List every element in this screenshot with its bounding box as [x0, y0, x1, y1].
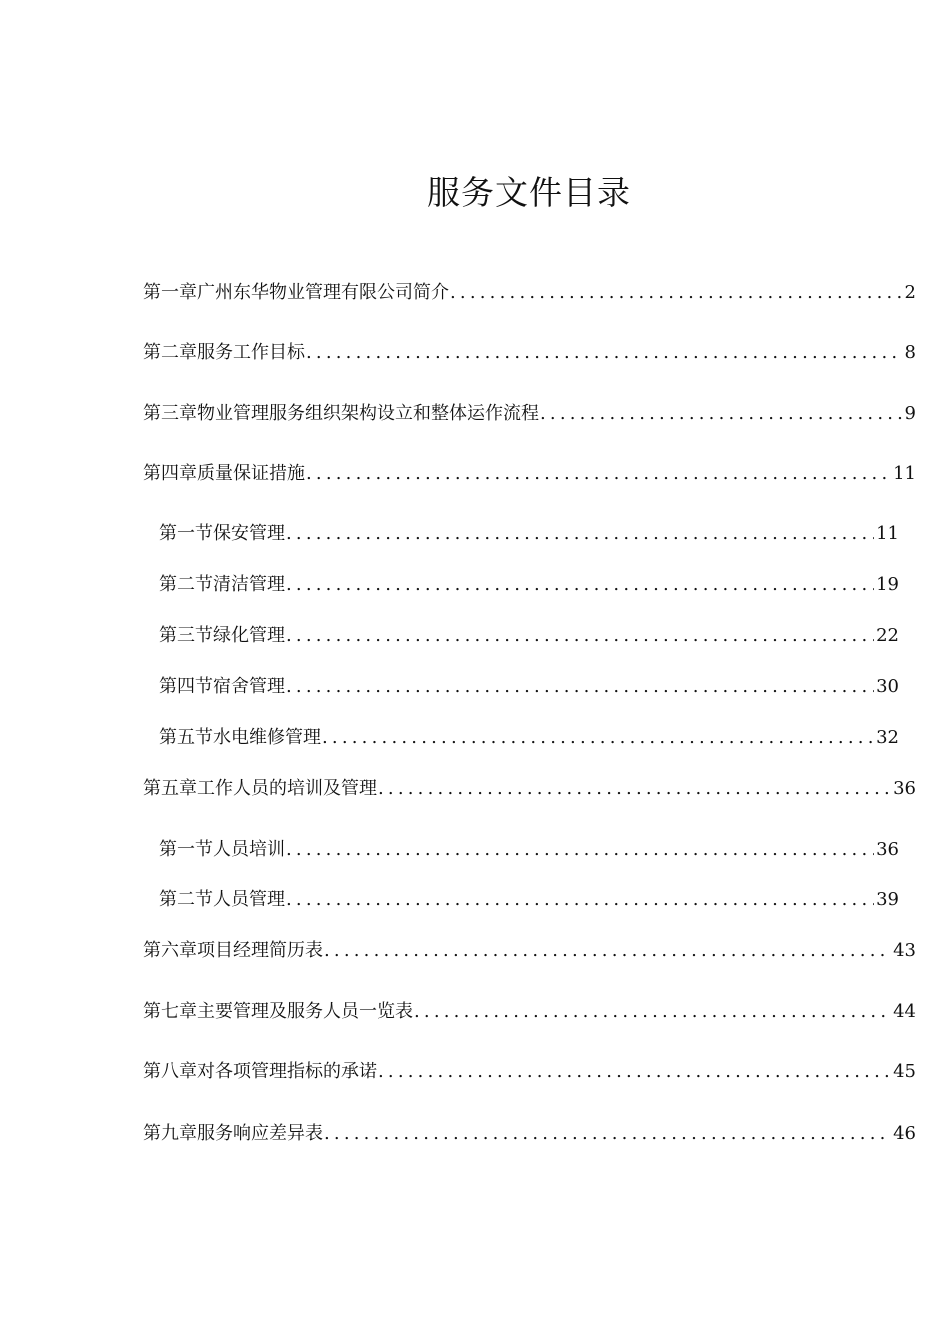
toc-chapter-4[interactable]	[143, 461, 916, 487]
toc-chapter-8[interactable]	[143, 1059, 916, 1085]
page-title: 服务文件目录	[427, 173, 631, 212]
toc-page-number: 19	[876, 574, 899, 595]
toc-page-number: 46	[893, 1123, 916, 1144]
toc-section-4-1[interactable]	[159, 521, 899, 547]
toc-chapter-9[interactable]	[143, 1121, 916, 1147]
toc-dot-leader	[414, 999, 891, 1025]
toc-section-5-1[interactable]	[159, 837, 899, 863]
toc-dot-leader	[378, 1059, 891, 1085]
toc-chapter-5[interactable]	[143, 776, 916, 802]
toc-dot-leader	[450, 280, 903, 306]
toc-chapter-1[interactable]	[143, 280, 916, 306]
toc-page-number: 2	[904, 282, 916, 303]
toc-dot-leader	[324, 1121, 891, 1147]
toc-dot-leader	[286, 521, 874, 547]
toc-label: 第二节清洁管理	[159, 574, 285, 595]
toc-section-4-2[interactable]	[159, 572, 899, 598]
toc-label: 第三章物业管理服务组织架构设立和整体运作流程	[143, 403, 539, 424]
toc-page-number: 11	[876, 523, 899, 544]
toc-label: 第一节保安管理	[159, 523, 285, 544]
toc-dot-leader	[306, 340, 903, 366]
toc-dot-leader	[378, 776, 891, 802]
toc-page-number: 11	[893, 463, 916, 484]
toc-label: 第六章项目经理简历表	[143, 940, 323, 961]
toc-chapter-2[interactable]	[143, 340, 916, 366]
toc-page-number: 36	[893, 778, 916, 799]
toc-label: 第七章主要管理及服务人员一览表	[143, 1001, 413, 1022]
toc-label: 第一节人员培训	[159, 839, 285, 860]
toc-label: 第五章工作人员的培训及管理	[143, 778, 377, 799]
toc-page-number: 9	[904, 403, 916, 424]
toc-section-4-3[interactable]	[159, 623, 899, 649]
toc-label: 第二节人员管理	[159, 889, 285, 910]
toc-section-5-2[interactable]	[159, 887, 899, 913]
toc-section-4-4[interactable]	[159, 674, 899, 700]
toc-page-number: 44	[893, 1001, 916, 1022]
toc-page-number: 43	[893, 940, 916, 961]
toc-page-number: 8	[904, 342, 916, 363]
toc-page-number: 30	[876, 676, 899, 697]
toc-label: 第二章服务工作目标	[143, 342, 305, 363]
toc-dot-leader	[286, 623, 874, 649]
toc-label: 第一章广州东华物业管理有限公司简介	[143, 282, 449, 303]
toc-label: 第八章对各项管理指标的承诺	[143, 1061, 377, 1082]
toc-chapter-7[interactable]	[143, 999, 916, 1025]
toc-page-number: 45	[893, 1061, 916, 1082]
toc-dot-leader	[324, 938, 891, 964]
toc-section-4-5[interactable]	[159, 725, 899, 751]
toc-dot-leader	[286, 837, 874, 863]
toc-page-number: 36	[876, 839, 899, 860]
toc-label: 第九章服务响应差异表	[143, 1123, 323, 1144]
toc-dot-leader	[306, 461, 891, 487]
toc-dot-leader	[540, 401, 903, 427]
toc-label: 第三节绿化管理	[159, 625, 285, 646]
toc-dot-leader	[286, 674, 874, 700]
toc-label: 第四章质量保证措施	[143, 463, 305, 484]
toc-chapter-6[interactable]	[143, 938, 916, 964]
toc-label: 第五节水电维修管理	[159, 727, 321, 748]
toc-dot-leader	[322, 725, 874, 751]
toc-page-number: 39	[876, 889, 899, 910]
toc-dot-leader	[286, 887, 874, 913]
toc-dot-leader	[286, 572, 874, 598]
toc-label: 第四节宿舍管理	[159, 676, 285, 697]
toc-page-number: 32	[876, 727, 899, 748]
toc-chapter-3[interactable]	[143, 401, 916, 427]
toc-page-number: 22	[876, 625, 899, 646]
